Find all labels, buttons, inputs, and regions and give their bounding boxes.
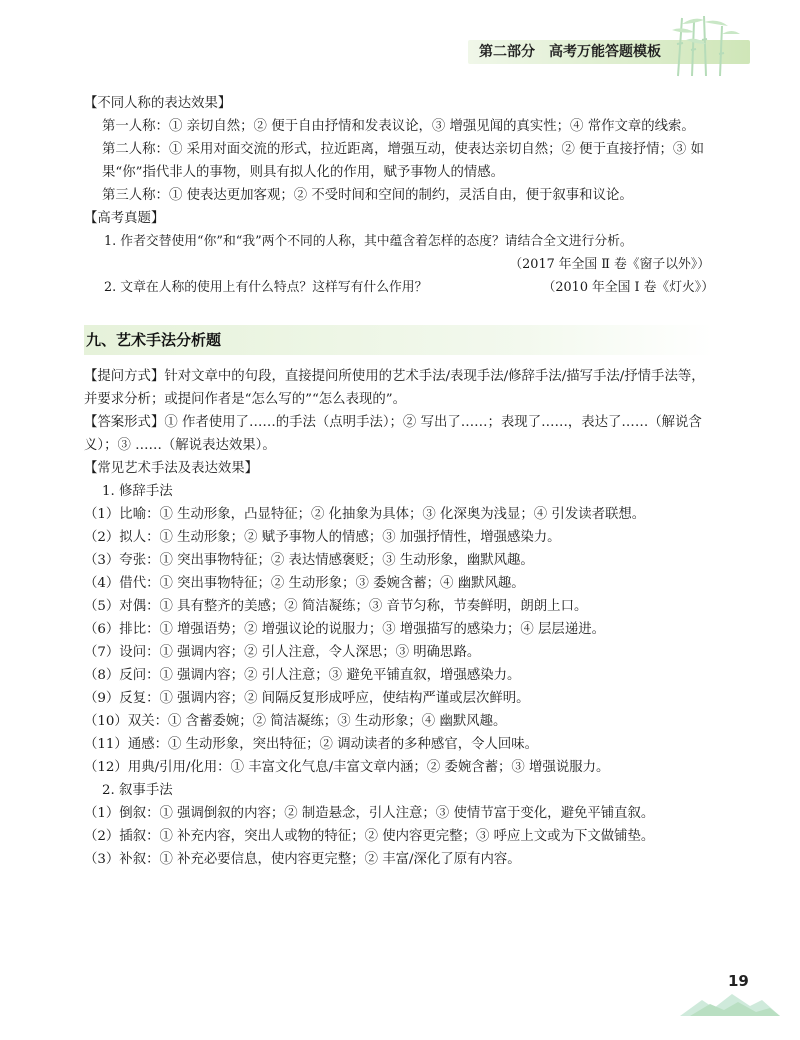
- list-item: （1）倒叙：① 强调倒叙的内容；② 制造悬念，引人注意；③ 使情节富于变化，避免平铺直叙。: [84, 806, 655, 821]
- rhetoric-title: 1. 修辞手法: [102, 484, 173, 499]
- header-part: 第二部分: [479, 44, 535, 60]
- narrative-title: 2. 叙事手法: [102, 783, 173, 798]
- list-item: （4）借代：① 突出事物特征；② 生动形象；③ 委婉含蓄；④ 幽默风趣。: [84, 576, 525, 591]
- question-form: 【提问方式】针对文章中的句段，直接提问所使用的艺术手法/表现手法/修辞手法/描写手法/抒情手法等，并要求分析；或提问作者是“怎么写的”“怎么表现的”。: [84, 369, 705, 407]
- list-item: （8）反问：① 强调内容；② 引人注意；③ 避免平铺直叙，增强感染力。: [84, 668, 521, 683]
- list-item: （3）夸张：① 突出事物特征；② 表达情感褒贬；③ 生动形象，幽默风趣。: [84, 553, 534, 568]
- page-number: 19: [728, 972, 749, 990]
- exam-question-1: 1. 作者交替使用“你”和“我”两个不同的人称，其中蕴含着怎样的态度？请结合全文进行分析。: [104, 234, 633, 249]
- list-item: （6）排比：① 增强语势；② 增强议论的说服力；③ 增强描写的感染力；④ 层层递进。: [84, 622, 605, 637]
- exam-heading: 【高考真题】: [84, 211, 165, 226]
- list-item: （2）拟人：① 生动形象；② 赋予事物人的情感；③ 加强抒情性，增强感染力。: [84, 530, 561, 545]
- person-text: ① 亲切自然；② 便于自由抒情和发表议论，③ 增强见闻的真实性；④ 常作文章的线索。: [168, 119, 695, 134]
- person-item-first: [84, 115, 714, 138]
- list-item: （9）反复：① 强调内容；② 间隔反复形成呼应，使结构严谨或层次鲜明。: [84, 691, 530, 706]
- mountain-decoration-icon: [680, 990, 780, 1016]
- list-item: （10）双关：① 含蓄委婉；② 简洁凝练；③ 生动形象；④ 幽默风趣。: [84, 714, 507, 729]
- person-heading: 【不同人称的表达效果】: [84, 96, 232, 111]
- common-heading: 【常见艺术手法及表达效果】: [84, 461, 259, 476]
- bamboo-icon: [668, 14, 744, 78]
- list-item: （2）插叙：① 补充内容，突出人或物的特征；② 使内容更完整；③ 呼应上文或为下文做铺垫。: [84, 829, 655, 844]
- list-item: （5）对偶：① 具有整齐的美感；② 简洁凝练；③ 音节匀称，节奏鲜明，朗朗上口。: [84, 599, 588, 614]
- exam-question-2-row: [84, 276, 714, 299]
- exam-source-1: （2017 年全国 Ⅱ 卷《窗子以外》）: [509, 257, 710, 272]
- person-label: 第二人称：: [102, 142, 169, 157]
- answer-form: 【答案形式】① 作者使用了……的手法（点明手法）；② 写出了……；表现了……，表达了……（解说含义）；③ ……（解说表达效果）。: [84, 415, 702, 453]
- list-item: （3）补叙：① 补充必要信息，使内容更完整；② 丰富/深化了原有内容。: [84, 852, 521, 867]
- person-item-third: [84, 184, 714, 207]
- list-item: （7）设问：① 强调内容；② 引人注意，令人深思；③ 明确思路。: [84, 645, 481, 660]
- list-item: （12）用典/引用/化用：① 丰富文化气息/丰富文章内涵；② 委婉含蓄；③ 增强说服力。: [84, 760, 610, 775]
- header-title: 高考万能答题模板: [549, 44, 661, 60]
- person-text: ① 采用对面交流的形式，拉近距离，增强互动，使表达亲切自然；② 便于直接抒情；③ 如果“你”指代非人的事物，则具有拟人化的作用，赋予事物人的情感。: [102, 142, 704, 180]
- person-item-second: [84, 138, 714, 184]
- page-content: [84, 92, 714, 871]
- person-label: 第三人称：: [102, 188, 169, 203]
- list-item: （1）比喻：① 生动形象，凸显特征；② 化抽象为具体；③ 化深奥为浅显；④ 引发读者联想。: [84, 507, 646, 522]
- person-label: 第一人称：: [102, 119, 169, 134]
- person-text: ① 使表达更加客观；② 不受时间和空间的制约，灵活自由，便于叙事和议论。: [168, 188, 633, 203]
- exam-source-2: （2010 年全国 Ⅰ 卷《灯火》）: [542, 280, 714, 295]
- running-header: [479, 40, 661, 64]
- list-item: （11）通感：① 生动形象，突出特征；② 调动读者的多种感官，令人回味。: [84, 737, 539, 752]
- section-title: 九、艺术手法分析题: [84, 325, 714, 355]
- exam-question-2: 2. 文章在人称的使用上有什么特点？这样写有什么作用？: [104, 280, 428, 295]
